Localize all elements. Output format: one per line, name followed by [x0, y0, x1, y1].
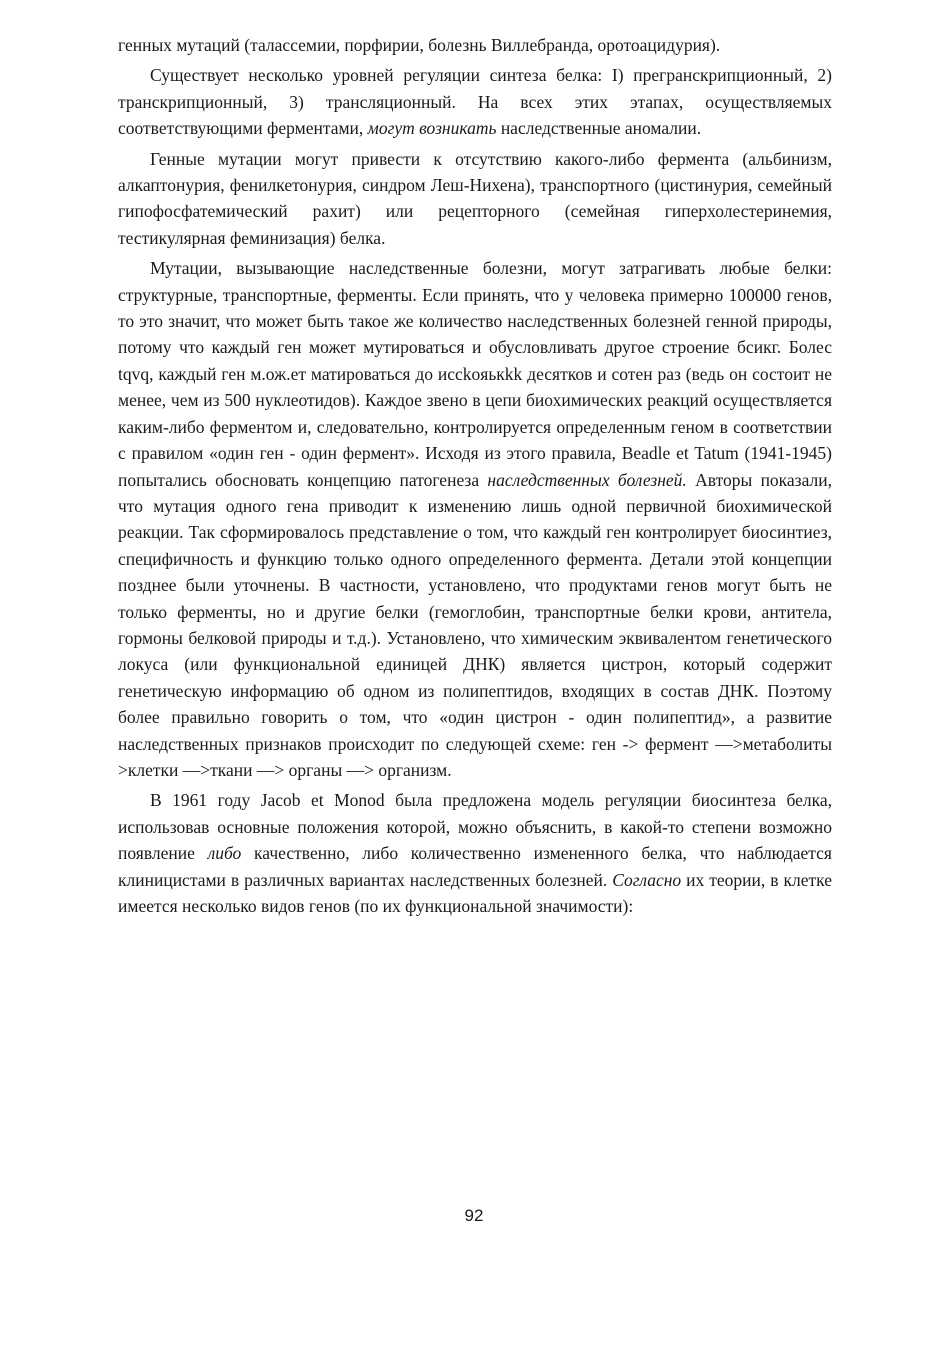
- paragraph: [118, 62, 832, 141]
- text-run: Существует несколько уровней регуляции синтеза белка: I) прегранскрипционный, 2) транскрипционный, 3) трансляционный. На всех этих этапах, осуществляемых соответствующими ферментами,: [118, 65, 832, 139]
- text-run: качественно, либо количественно измененного белка, что наблюдается клиницистами в различных вариантах наследственных болезней.: [118, 843, 832, 890]
- italic-text: могут возникать: [367, 118, 497, 139]
- paragraph: [118, 255, 832, 783]
- paragraph: [118, 787, 832, 919]
- text-run: Авторы показали, что мутация одного гена приводит к изменению лишь одной первичной биохимической реакции. Так сформировалось представление о том, что каждый ген контролирует биосинтиез, специфичность и функцию только одного определенного фермента. Детали этой концепции позднее были уточнены. В частности, установлено, что продуктами генов могут быть не только ферменты, но и другие белки (гемоглобин, транспортные белки крови, антитела, гормоны белковой природы и т.д.). Установлено, что химическим эквивалентом генетического локуса (или функциональной единицей ДНК) является цистрон, который содержит генетическую информацию об одном из полипептидов, входящих в состав ДНК. Поэтому более правильно говорить о том, что «один цистрон - один полипептид», а развитие наследственных признаков происходит по следующей схеме: ген -> фермент —>метаболиты >клетки —>ткани —> органы —> организм.: [118, 469, 832, 780]
- text-run: их теории, в клетке имеется несколько видов генов (по их функциональной значимости):: [118, 869, 832, 916]
- text-run: Генные мутации могут привести к отсутствию какого-либо фермента (альбинизм, алкаптонурия, фенилкетонурия, синдром Леш-Нихена), транспортного (цистинурия, семейный гипофосфатемический рахит) или рецепторного (семейная гиперхолестеринемия, тестикулярная феминизация) белка.: [118, 148, 832, 248]
- text-run: Мутации, вызывающие наследственные болезни, могут затрагивать любые белки: структурные, транспортные, ферменты. Если принять, что у человека примерно 100000 генов, то это значит, что может быть такое же количество наследственных болезней генной природы, потому что каждый ген может мутироваться и обусловливать другое строение бсикг. Болес tqvq, каждый ген м.ож.ет матироваться до иссkoяькkk десятков и сотен раз (ведь он состоит не менее, чем из 500 нуклеотидов). Каждое звено в цепи биохимических реакций осуществляется каким-либо ферментом и, следовательно, контролируется определенным геном в соответствии с правилом «один ген - один фермент». Исходя из этого правила, Beadle et Tatum (1941-1945) попытались обосновать концепцию патогенеза: [118, 258, 832, 490]
- italic-text: наследственных болезней.: [487, 469, 687, 490]
- text-run: генных мутаций (талассемии, порфирии, болезнь Виллебранда, оротоацидурия).: [118, 35, 721, 55]
- paragraph: [118, 146, 832, 252]
- page-body: [118, 32, 832, 923]
- italic-text: либо: [207, 843, 242, 864]
- text-run: наследственные аномалии.: [496, 118, 702, 139]
- italic-text: Согласно: [612, 869, 682, 890]
- text-run: В 1961 году Jacob et Monod была предложена модель регуляции биосинтеза белка, использовав основные положения которой, можно объяснить, в какой-то степени возможно появление: [118, 790, 832, 864]
- page-number: 92: [464, 1206, 484, 1225]
- paragraph: [118, 32, 832, 58]
